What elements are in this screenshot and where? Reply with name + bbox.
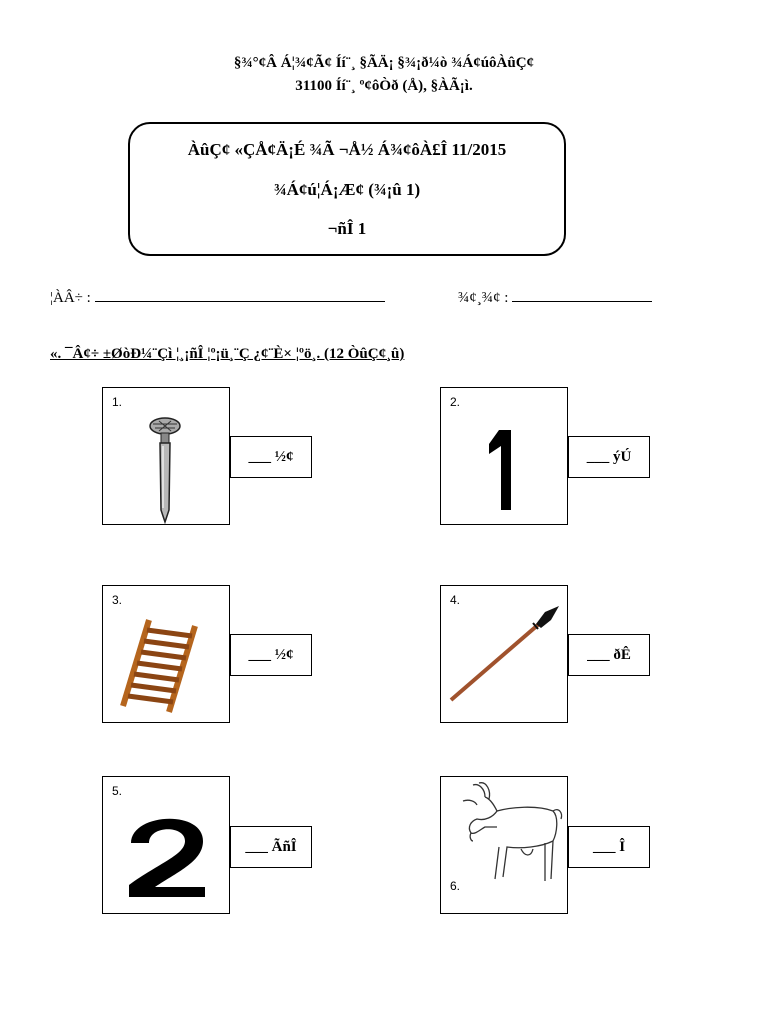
one-icon [441,388,569,526]
class-line[interactable] [512,287,652,302]
instruction: «. ¯Â¢÷ ±ØòÐ¼¨Çì ¦¸¡ñÎ ¦º¡ü¸¨Ç ¿¢¨È× ¦ºö¸. (12 ÒûÇ¢¸û) [50,346,405,362]
class-field[interactable] [458,287,652,307]
item-number: 1. [112,395,123,409]
spear-icon [441,586,569,724]
picture-card-1 [102,387,230,525]
nail-icon [103,388,231,526]
picture-card-6 [440,776,568,914]
answer-box-5[interactable]: ___ ÃñÎ [230,826,312,868]
name-line[interactable] [95,287,385,302]
answer-box-6[interactable]: ___ Î [568,826,650,868]
goat-icon [441,777,569,915]
item-number: 6. [450,879,461,893]
answer-box-1[interactable]: ___ ½¢ [230,436,312,478]
picture-card-4 [440,585,568,723]
ladder-icon [103,586,231,724]
answer-box-3[interactable]: ___ ½¢ [230,634,312,676]
title-box [128,122,566,256]
school-address: 31100 Íí¨¸ º¢ôÒð (Å), §ÀÃ¡ì. [295,78,473,94]
grade-title: ¬ñÎ 1 [327,219,367,238]
name-label: ¦ÀÂ÷ : [50,290,91,306]
two-icon [103,777,231,915]
picture-card-2 [440,387,568,525]
picture-card-5 [102,776,230,914]
name-field[interactable] [50,287,385,307]
item-number: 5. [112,784,123,798]
answer-box-2[interactable]: ___ ýÚ [568,436,650,478]
exam-title: ÀûÇ¢ «ÇÅ¢Ä¡É ¾Ã ¬Å½ Á¾¢ôÀ£Î 11/2015 [187,140,507,159]
item-number: 3. [112,593,123,607]
school-name: §¾°¢Â Á¦¾¢Ã¢ Íí¨¸ §ÃÄ¡ §¾¡ð¼ò ¾Á¢úôÀûÇ¢ [233,55,535,71]
item-number: 2. [450,395,461,409]
answer-box-4[interactable]: ___ ðÊ [568,634,650,676]
picture-card-3 [102,585,230,723]
item-number: 4. [450,593,461,607]
subject-title: ¾Á¢ú¦Á¡Æ¢ (¾¡û 1) [273,180,421,199]
class-label: ¾¢¸¾¢ : [458,290,509,306]
